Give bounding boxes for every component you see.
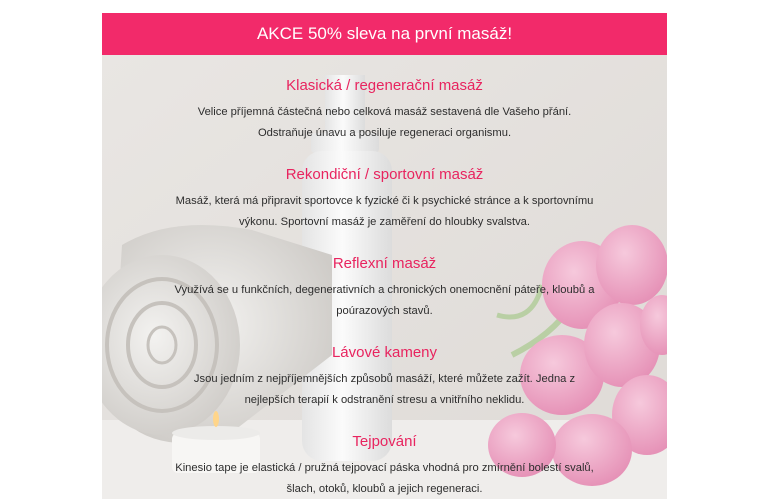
section-description: Masáž, která má připravit sportovce k fyzické či k psychické stránce a k sportovnímu výkonu. Sportovní masáž je zaměření do hloubky svalstva. (175, 195, 594, 228)
section-title: Lávové kameny (331, 344, 438, 361)
section-title: Rekondiční / sportovní masáž (285, 166, 484, 183)
promo-card (102, 13, 667, 499)
section-description: Kinesio tape je elastická / pružná tejpovací páska vhodná pro zmírnění bolestí svalů, šlach, otoků, kloubů a jejich regeneraci. (175, 462, 594, 495)
section-title: Tejpování (352, 433, 417, 450)
section-reflexni (122, 255, 647, 322)
section-description: Velice příjemná částečná nebo celková masáž sestavená dle Vašeho přání. Odstraňuje únavu a posiluje regeneraci organismu. (197, 106, 572, 139)
section-description: Jsou jedním z nejpříjemnějších způsobů masáží, které můžete zažít. Jedna z nejlepších terapií k odstranění stresu a vnitřního neklidu. (193, 373, 576, 406)
promo-banner: AKCE 50% sleva na první masáž! (102, 13, 667, 55)
section-lavove-kameny (122, 344, 647, 411)
section-klasicka (122, 77, 647, 144)
section-rekondicni (122, 166, 647, 233)
section-title: Klasická / regenerační masáž (286, 77, 483, 94)
section-description: Využívá se u funkčních, degenerativních a chronických onemocnění páteře, kloubů a poúrazových stavů. (174, 284, 595, 317)
section-tejpovani (122, 433, 647, 499)
section-title: Reflexní masáž (332, 255, 437, 272)
